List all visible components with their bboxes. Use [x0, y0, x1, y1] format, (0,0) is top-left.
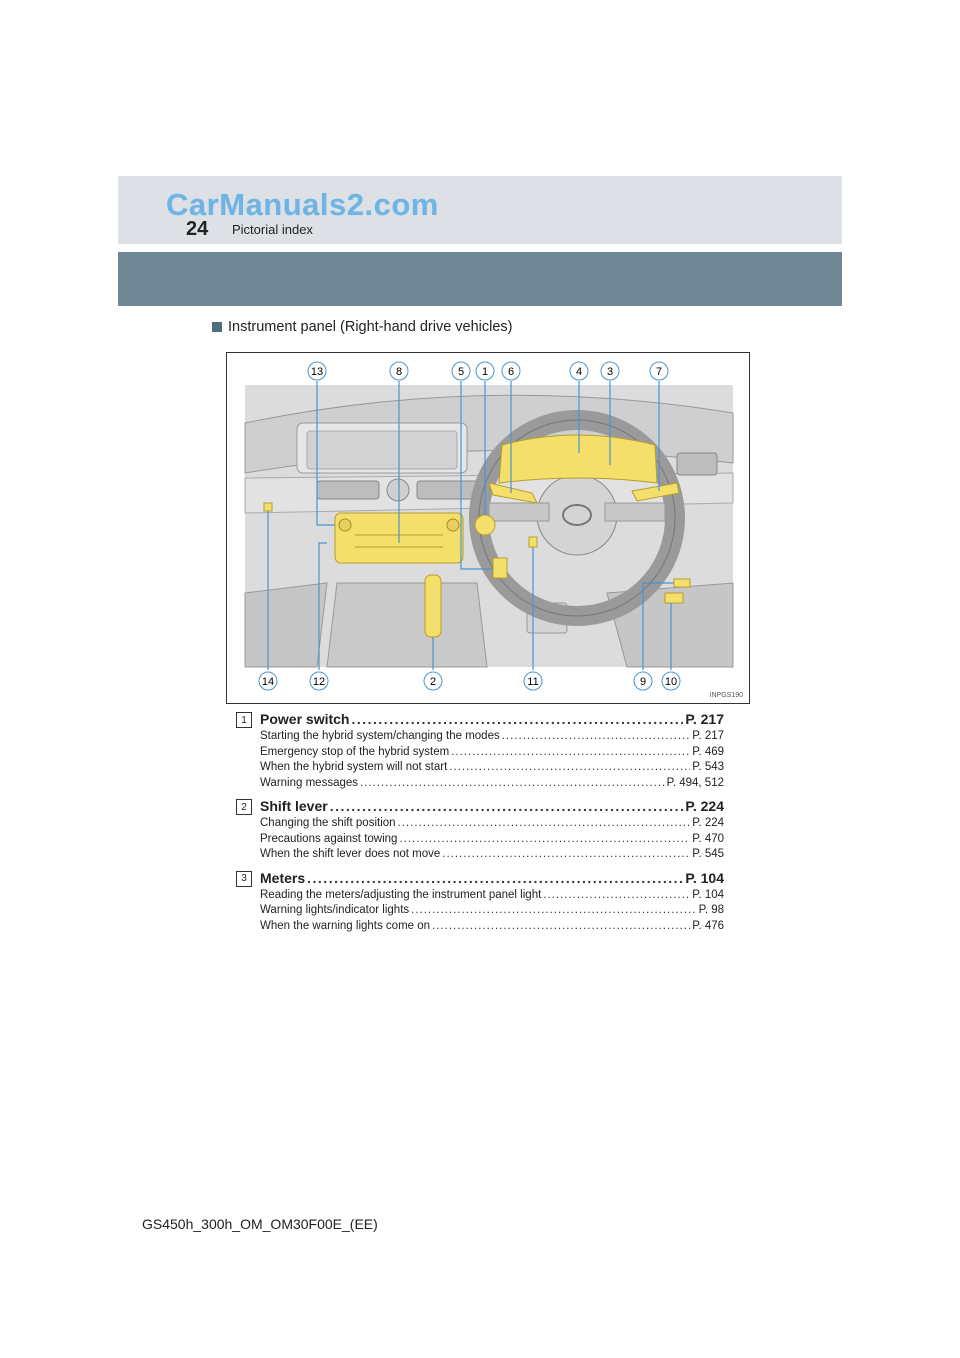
leader-dots: [502, 729, 691, 745]
leader-dots: [360, 776, 665, 792]
leader-dots: [398, 816, 691, 832]
entry-page-link[interactable]: P. 104: [685, 869, 724, 886]
sub-entry-text: Emergency stop of the hybrid system: [260, 745, 450, 758]
sub-entry-text: Changing the shift position: [260, 817, 396, 829]
sub-entry-text: When the hybrid system will not start: [260, 761, 448, 773]
leader-dots: [411, 903, 696, 919]
bottom-callouts: [259, 672, 680, 690]
leader-dots: [451, 745, 690, 761]
entry-page-link[interactable]: P. 217: [685, 711, 724, 727]
leader-dots: [442, 847, 690, 863]
entry-shift-lever: [236, 797, 724, 863]
leader-dots: [307, 869, 683, 888]
sub-entry-page-link[interactable]: P. 470: [692, 832, 724, 845]
dashboard-illustration: [227, 353, 749, 703]
square-bullet-icon: [212, 322, 222, 332]
leader-dots: [543, 888, 690, 904]
watermark-logo: CarManuals2.com: [166, 187, 439, 222]
callout-10: 10: [664, 676, 678, 688]
figure-code: INPGS190: [709, 692, 743, 699]
callout-7: 7: [655, 366, 663, 378]
leader-dots: [330, 797, 684, 816]
entry-page-link[interactable]: P. 224: [685, 798, 724, 814]
entry-title: Meters: [260, 869, 306, 886]
sub-entry-text: When the shift lever does not move: [260, 848, 441, 860]
sub-entry-page-link[interactable]: P. 494, 512: [666, 776, 724, 789]
sub-entry: [236, 776, 724, 792]
leader-dots: [432, 919, 690, 935]
subheading: [212, 319, 513, 335]
entry-title: Power switch: [260, 711, 350, 727]
callout-6: 6: [507, 366, 515, 378]
callout-11: 11: [527, 676, 539, 688]
sub-entry-page-link[interactable]: P. 104: [692, 888, 724, 901]
callout-5: 5: [457, 366, 465, 378]
sub-entry: [236, 760, 724, 776]
callout-1: 1: [481, 366, 489, 378]
sub-entry-page-link[interactable]: P. 217: [692, 730, 724, 742]
entry-main-line: [236, 797, 724, 816]
sub-entry-page-link[interactable]: P. 545: [692, 848, 724, 860]
sub-entry: [236, 919, 724, 935]
sub-entry: [236, 729, 724, 745]
leader-dots: [399, 832, 690, 848]
index-entries: [236, 710, 724, 940]
leader-dots: [351, 710, 683, 729]
entry-number-badge: 2: [236, 799, 252, 815]
entry-main-line: [236, 869, 724, 888]
sub-entry-page-link[interactable]: P. 98: [698, 904, 724, 916]
sub-entry-text: Precautions against towing: [260, 832, 398, 845]
top-callouts: [308, 362, 668, 380]
entry-number-badge: 1: [236, 712, 252, 728]
section-title: Pictorial index: [232, 222, 313, 237]
leader-dots: [449, 760, 690, 776]
entry-title: Shift lever: [260, 798, 328, 814]
callout-12: 12: [312, 676, 326, 688]
callout-13: 13: [310, 366, 324, 378]
sub-entry-page-link[interactable]: P. 224: [692, 817, 724, 829]
sub-entry-page-link[interactable]: P. 476: [692, 919, 724, 932]
sub-entry: [236, 888, 724, 904]
callout-8: 8: [395, 366, 403, 378]
sub-entry: [236, 903, 724, 919]
callout-14: 14: [261, 676, 275, 688]
page-number: 24: [186, 218, 209, 240]
instrument-panel-figure: [226, 352, 750, 704]
sub-entry-text: Starting the hybrid system/changing the modes: [260, 730, 500, 742]
entry-meters: [236, 869, 724, 935]
sub-entry-page-link[interactable]: P. 469: [692, 745, 724, 758]
sub-entry: [236, 847, 724, 863]
callout-2: 2: [429, 676, 437, 688]
document-code-footer: GS450h_300h_OM_OM30F00E_(EE): [142, 1216, 378, 1232]
entry-main-line: [236, 710, 724, 729]
callout-9: 9: [639, 676, 647, 688]
sub-entry: [236, 745, 724, 761]
sub-entry: [236, 816, 724, 832]
sub-entry-text: When the warning lights come on: [260, 919, 431, 932]
callout-3: 3: [606, 366, 614, 378]
sub-entry-text: Warning messages: [260, 776, 359, 789]
entry-number-badge: 3: [236, 871, 252, 887]
sub-entry-text: Warning lights/indicator lights: [260, 904, 410, 916]
entry-power-switch: [236, 710, 724, 791]
sub-entry-page-link[interactable]: P. 543: [692, 761, 724, 773]
chapter-band: [118, 252, 842, 306]
sub-entry: [236, 832, 724, 848]
subheading-text: Instrument panel (Right-hand drive vehicles): [228, 319, 513, 335]
callout-4: 4: [575, 366, 583, 378]
sub-entry-text: Reading the meters/adjusting the instrument panel light: [260, 888, 542, 901]
